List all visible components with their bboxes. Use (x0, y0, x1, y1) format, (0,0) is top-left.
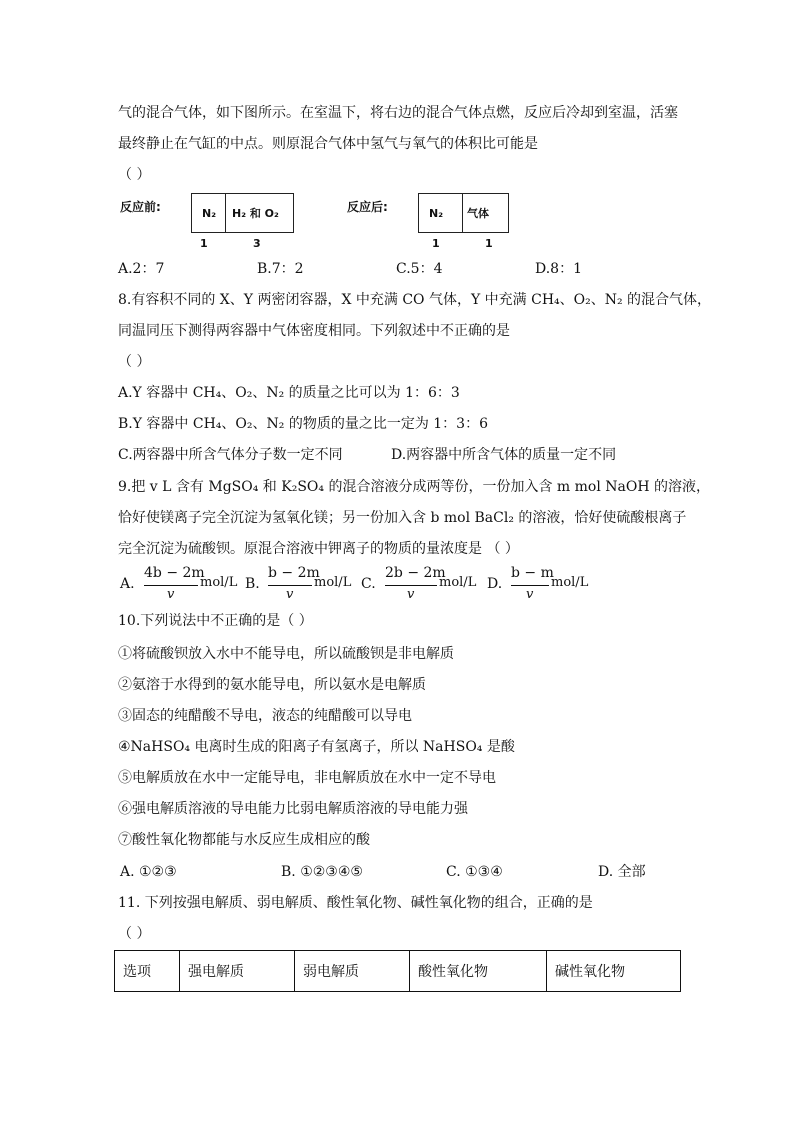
q10-option-c: C. ①③④ (446, 864, 503, 880)
table-header-option: 选项 (115, 951, 180, 992)
after-cylinder (418, 193, 509, 233)
after-cell-gas: 气体 (467, 207, 489, 220)
q10-item-2: ②氨溶于水得到的氨水能导电，所以氨水是电解质 (118, 677, 426, 693)
before-ratio-3: 3 (253, 237, 261, 250)
q7-option-d: D.8：1 (535, 261, 582, 277)
fraction-bar (144, 585, 198, 586)
q9-option-d-letter: D. (487, 576, 503, 592)
q8-answer-paren: （ ） (118, 354, 151, 370)
q9-b-unit: mol/L (314, 575, 352, 590)
q9-line-2: 恰好使镁离子完全沉淀为氢氧化镁；另一份加入含 b mol BaCl₂ 的溶液，恰好使硫酸根离子 (118, 510, 687, 526)
q8-option-b: B.Y 容器中 CH₄、O₂、N₂ 的物质的量之比一定为 1：3：6 (118, 416, 488, 432)
after-label: 反应后: (347, 200, 388, 214)
q10-item-3: ③固态的纯醋酸不导电，液态的纯醋酸可以导电 (118, 708, 412, 724)
q10-option-b: B. ①②③④⑤ (281, 864, 363, 880)
table-header-basic-oxide: 碱性氧化物 (547, 951, 681, 992)
before-ratio-1: 1 (200, 237, 208, 250)
q9-c-unit: mol/L (439, 575, 477, 590)
q11-answer-paren: （ ） (118, 926, 151, 942)
after-cell-n2: N₂ (419, 194, 463, 232)
table-header-acidic-oxide: 酸性氧化物 (410, 951, 547, 992)
q9-c-numerator: 2b − 2m (385, 565, 446, 581)
q9-line-1: 9.把 v L 含有 MgSO₄ 和 K₂SO₄ 的混合溶液分成两等份，一份加入含 m mol NaOH 的溶液， (118, 479, 710, 495)
q9-option-a-letter: A. (120, 576, 135, 592)
q10-item-4: ④NaHSO₄ 电离时生成的阳离子有氢离子，所以 NaHSO₄ 是酸 (118, 739, 515, 755)
q9-option-c-letter: C. (361, 576, 376, 592)
q8-line-2: 同温同压下测得两容器中气体密度相同。下列叙述中不正确的是 (118, 323, 510, 339)
q7-line-1: 气的混合气体，如下图所示。在室温下，将右边的混合气体点燃，反应后冷却到室温，活塞 (118, 105, 678, 121)
after-ratio-1a: 1 (432, 237, 440, 250)
q9-a-numerator: 4b − 2m (144, 565, 205, 581)
q7-option-b: B.7：2 (257, 261, 304, 277)
q8-option-a: A.Y 容器中 CH₄、O₂、N₂ 的质量之比可以为 1：6：3 (118, 385, 460, 401)
q7-line-2: 最终静止在气缸的中点。则原混合气体中氢气与氧气的体积比可能是 (118, 136, 538, 152)
q9-d-denominator: v (526, 587, 534, 602)
fraction-bar (268, 585, 312, 586)
q10-stem: 10.下列说法中不正确的是（ ） (118, 613, 313, 629)
q9-d-unit: mol/L (551, 575, 589, 590)
before-cell-h2-o2: H₂ 和 O₂ (232, 207, 279, 220)
table-header-strong-electrolyte: 强电解质 (180, 951, 295, 992)
q9-d-numerator: b − m (511, 565, 554, 581)
q9-b-denominator: v (286, 587, 294, 602)
before-cylinder (191, 193, 294, 233)
q8-option-d: D.两容器中所含气体的质量一定不同 (391, 447, 617, 463)
before-label: 反应前: (120, 200, 161, 214)
q10-item-7: ⑦酸性氧化物都能与水反应生成相应的酸 (118, 832, 370, 848)
fraction-bar (385, 585, 437, 586)
q10-item-6: ⑥强电解质溶液的导电能力比弱电解质溶液的导电能力强 (118, 801, 468, 817)
q11-options-table (114, 950, 681, 992)
q9-b-numerator: b − 2m (268, 565, 320, 581)
q11-stem: 11. 下列按强电解质、弱电解质、酸性氧化物、碱性氧化物的组合，正确的是 (118, 895, 593, 911)
table-header-weak-electrolyte: 弱电解质 (295, 951, 410, 992)
q8-option-c: C.两容器中所含气体分子数一定不同 (118, 447, 343, 463)
q10-option-a: A. ①②③ (120, 864, 177, 880)
q7-answer-paren: （ ） (118, 167, 151, 183)
table-header-row (115, 951, 681, 992)
q8-line-1: 8.有容积不同的 X、Y 两密闭容器，X 中充满 CO 气体，Y 中充满 CH₄、O₂、N₂ 的混合气体， (118, 292, 712, 308)
q10-item-5: ⑤电解质放在水中一定能导电，非电解质放在水中一定不导电 (118, 770, 496, 786)
q7-option-c: C.5：4 (396, 261, 443, 277)
q9-a-denominator: v (167, 587, 175, 602)
fraction-bar (511, 585, 549, 586)
q9-c-denominator: v (407, 587, 415, 602)
q9-option-b-letter: B. (245, 576, 260, 592)
q7-option-a: A.2：7 (118, 261, 165, 277)
q10-option-d: D. 全部 (598, 864, 646, 880)
before-cell-n2: N₂ (192, 194, 226, 232)
q9-line-3: 完全沉淀为硫酸钡。原混合溶液中钾离子的物质的量浓度是 （ ） (118, 541, 519, 557)
q10-item-1: ①将硫酸钡放入水中不能导电，所以硫酸钡是非电解质 (118, 646, 454, 662)
after-ratio-1b: 1 (485, 237, 493, 250)
q9-a-unit: mol/L (200, 575, 238, 590)
